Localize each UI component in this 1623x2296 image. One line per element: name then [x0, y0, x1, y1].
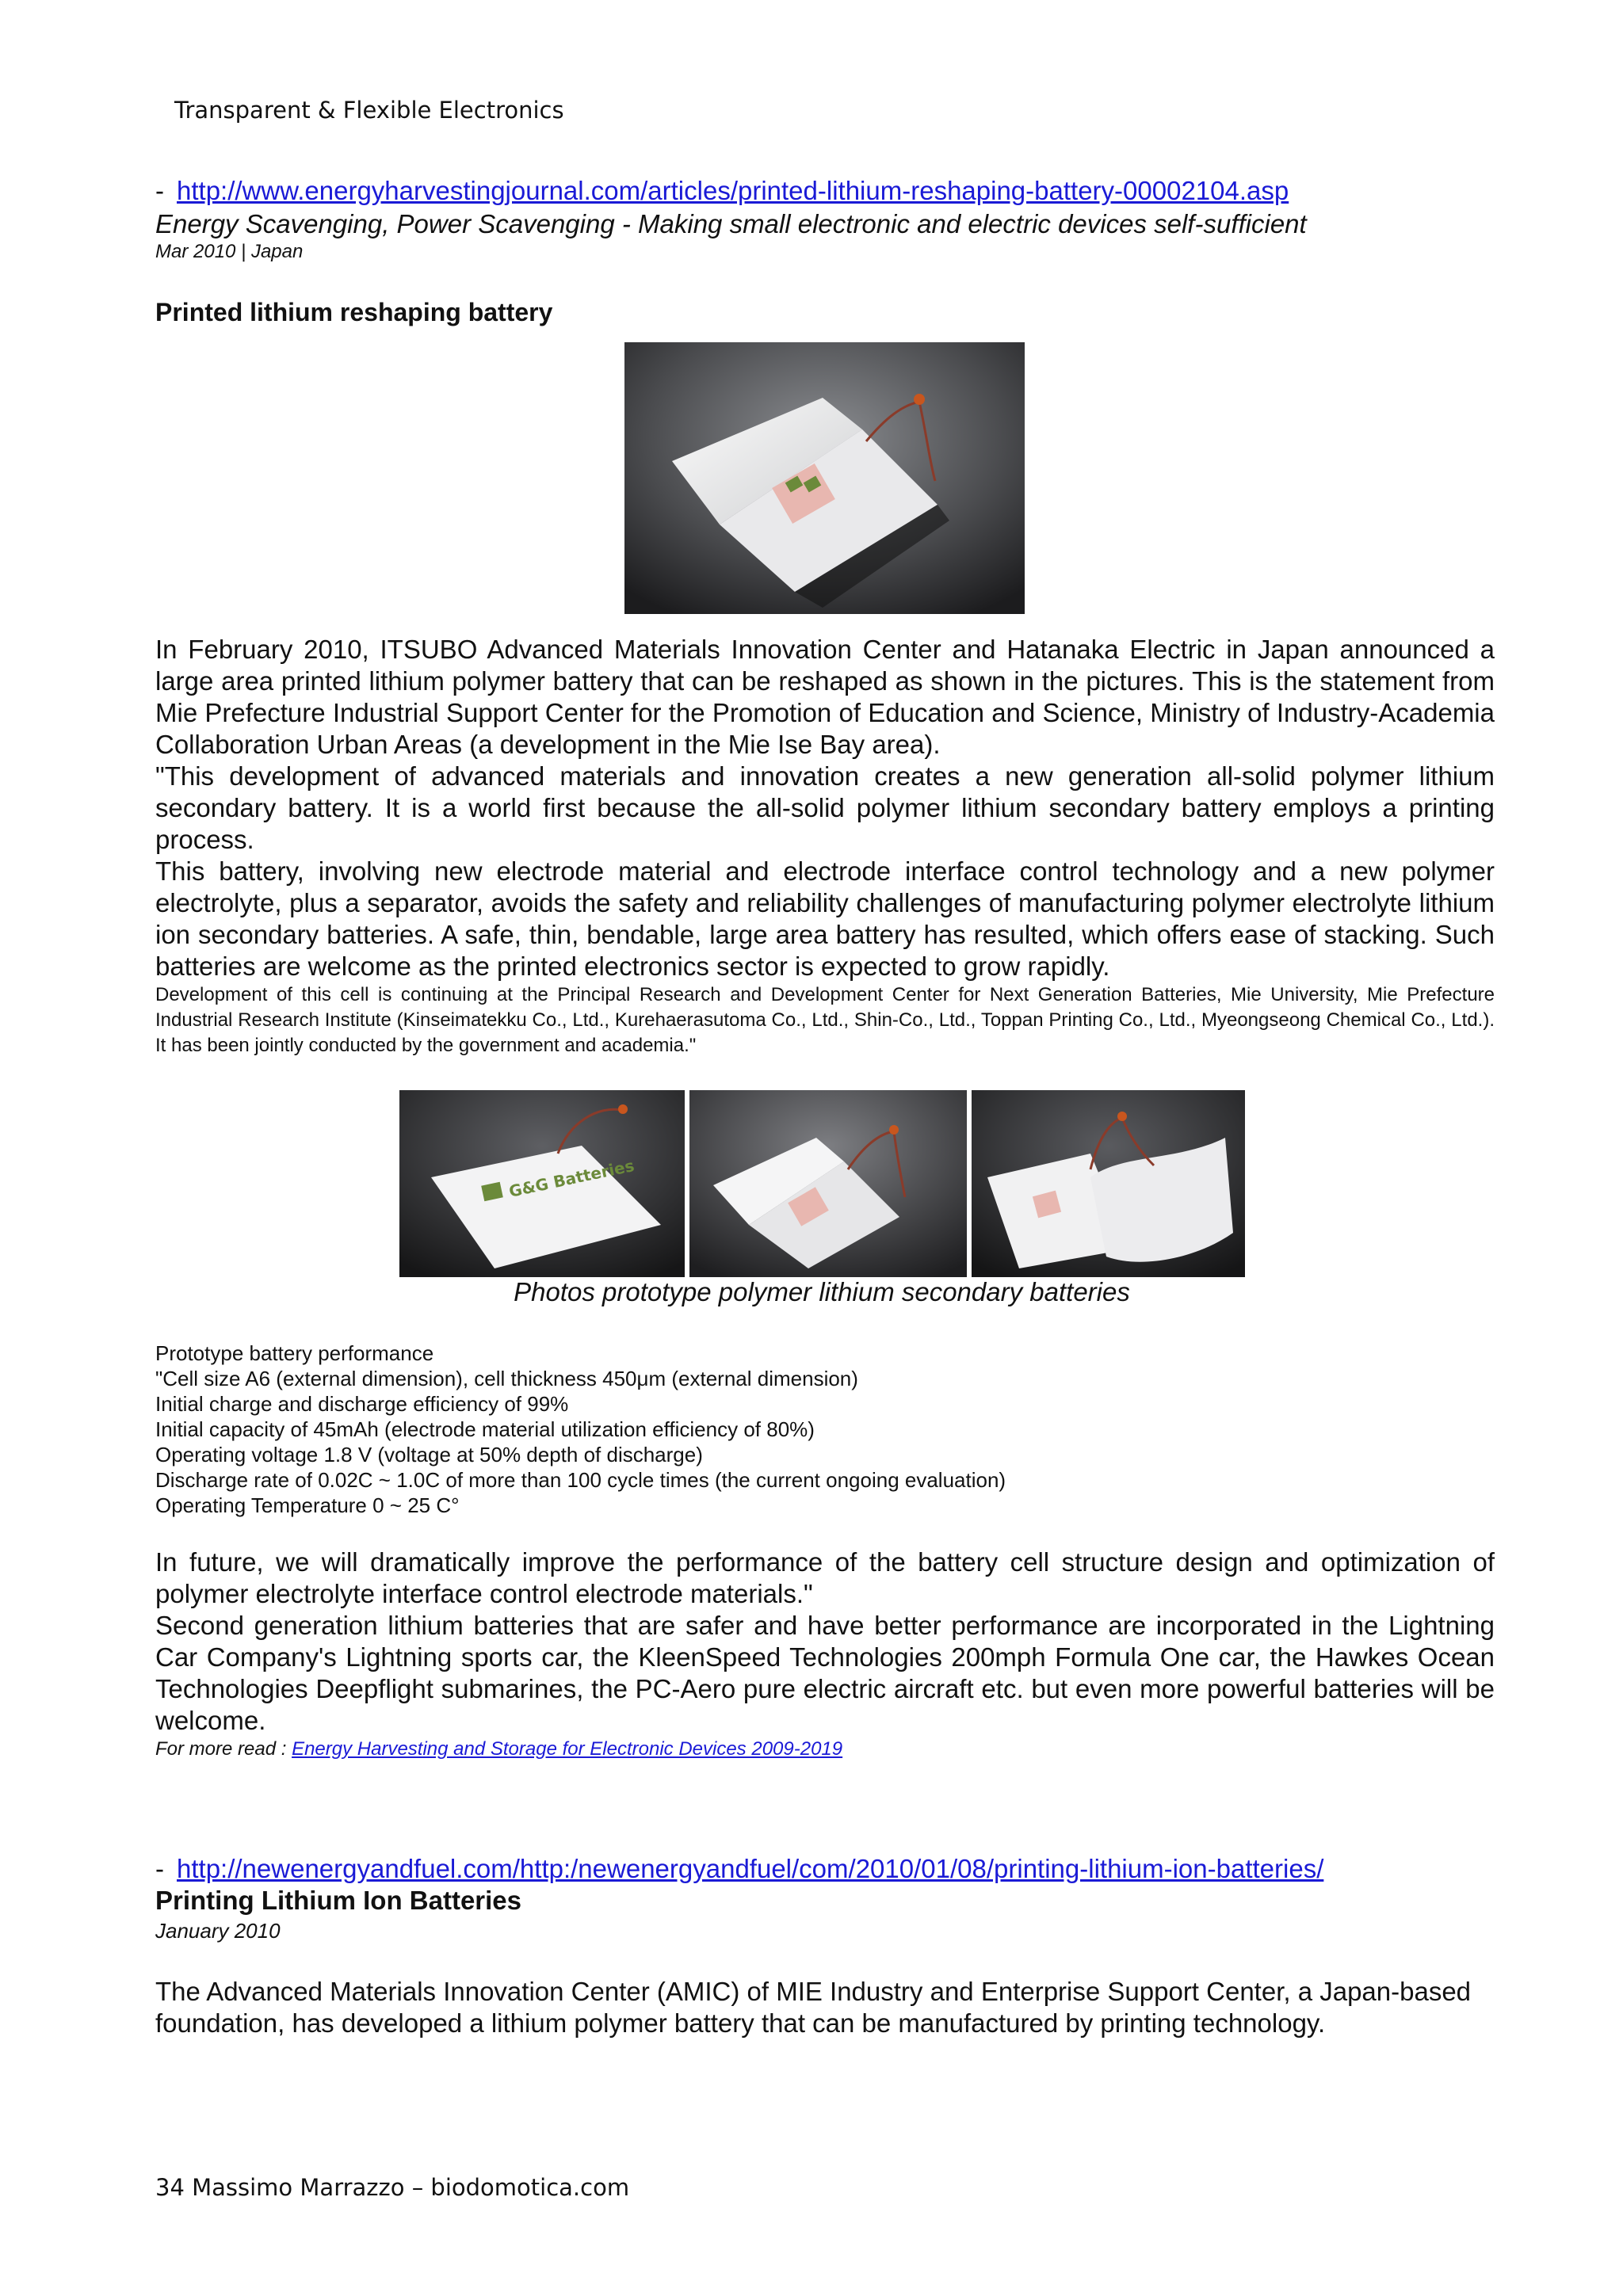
- article1-paragraph: This battery, involving new electrode material and electrode interface control technology and a new polymer electrolyte, plus a separator, avoids the safety and reliability challenges of manufacturing polymer electrolyte lithium ion secondary batteries. A safe, thin, bendable, large area battery has resulted, which offers ease of stacking. Such batteries are welcome as the printed electronics sector is expected to grow rapidly.: [155, 856, 1495, 981]
- article1-date: Mar 2010 | Japan: [155, 241, 304, 262]
- article1-paragraph: In February 2010, ITSUBO Advanced Materials Innovation Center and Hatanaka Electric in Japan announced a large area printed lithium polymer battery that can be reshaped as shown in the pictures. This is the statement from Mie Prefecture Industrial Support Center for the Promotion of Education and Science, Ministry of Industry-Academia Collaboration Urban Areas (a development in the Mie Ise Bay area).: [155, 635, 1495, 759]
- article1-paragraph: In future, we will dramatically improve the performance of the battery cell structure design and optimization of polymer electrolyte interface control electrode materials.": [155, 1547, 1495, 1608]
- more-read-prefix: For more read :: [155, 1738, 292, 1760]
- performance-item: "Cell size A6 (external dimension), cell thickness 450μm (external dimension): [155, 1367, 858, 1390]
- battery-photo-main: [624, 342, 1025, 614]
- article1-subtitle: Energy Scavenging, Power Scavenging - Making small electronic and electric devices self-sufficient: [155, 209, 1307, 238]
- article2-url-line: [155, 1854, 1495, 1884]
- more-read-line: [155, 1737, 1495, 1762]
- battery-photo-bent: [689, 1090, 967, 1277]
- battery-photo-flat: [399, 1090, 685, 1277]
- list-dash: -: [155, 176, 164, 205]
- article2-date: January 2010: [155, 1919, 281, 1943]
- more-read-link[interactable]: Energy Harvesting and Storage for Electronic Devices 2009-2019: [292, 1738, 843, 1760]
- article1-body: [155, 634, 1495, 1058]
- performance-item: Operating voltage 1.8 V (voltage at 50% depth of discharge): [155, 1443, 703, 1466]
- performance-item: Initial charge and discharge efficiency of 99%: [155, 1392, 569, 1416]
- performance-item: Prototype battery performance: [155, 1341, 434, 1365]
- article1-title: Printed lithium reshaping battery: [155, 298, 553, 326]
- performance-item: Initial capacity of 45mAh (electrode material utilization efficiency of 80%): [155, 1417, 815, 1441]
- article1-url-line: [155, 176, 1495, 206]
- running-header: Transparent & Flexible Electronics: [174, 97, 564, 124]
- article2-source-link[interactable]: http://newenergyandfuel.com/http:/newenergyandfuel/com/2010/01/08/printing-lithium-ion-batteries/: [177, 1854, 1324, 1883]
- article1-paragraph: "This development of advanced materials and innovation creates a new generation all-solid polymer lithium secondary battery. It is a world first because the all-solid polymer lithium secondary battery employs a printing process.: [155, 761, 1495, 854]
- performance-item: Discharge rate of 0.02C ~ 1.0C of more than 100 cycle times (the current ongoing evaluation): [155, 1468, 1006, 1492]
- performance-item: Operating Temperature 0 ~ 25 C°: [155, 1493, 460, 1517]
- page-footer: 34 Massimo Marrazzo – biodomotica.com: [155, 2174, 630, 2201]
- article2-paragraph: The Advanced Materials Innovation Center (AMIC) of MIE Industry and Enterprise Support Center, a Japan-based foundation, has developed a lithium polymer battery that can be manufactured by printing technology.: [155, 1977, 1472, 2038]
- performance-list: [155, 1341, 1495, 1518]
- battery-label-text: G&G Batteries: [507, 1155, 636, 1201]
- battery-photo-rolled: [972, 1090, 1245, 1277]
- article1-source-link[interactable]: http://www.energyharvestingjournal.com/articles/printed-lithium-reshaping-battery-00002104.asp: [177, 176, 1289, 205]
- article1-paragraph: Second generation lithium batteries that are safer and have better performance are incorporated in the Lightning Car Company's Lightning sports car, the KleenSpeed Technologies 200mph Formula One car, the Hawkes Ocean Technologies Deepflight submarines, the PC-Aero pure electric aircraft etc. but even more powerful batteries will be welcome.: [155, 1611, 1495, 1735]
- photo-caption: Photos prototype polymer lithium secondary batteries: [514, 1277, 1130, 1306]
- article2-title: Printing Lithium Ion Batteries: [155, 1886, 522, 1915]
- article1-development-note: Development of this cell is continuing at the Principal Research and Development Center for Next Generation Batteries, Mie University, Mie Prefecture Industrial Research Institute (Kinseimatekku Co., Ltd., Kurehaerasutoma Co., Ltd., Shin-Co., Ltd., Toppan Printing Co., Ltd., Myeongseong Chemical Co., Ltd.). It has been jointly conducted by the government and academia.": [155, 984, 1495, 1056]
- list-dash: -: [155, 1854, 164, 1883]
- article1-future: [155, 1547, 1495, 1762]
